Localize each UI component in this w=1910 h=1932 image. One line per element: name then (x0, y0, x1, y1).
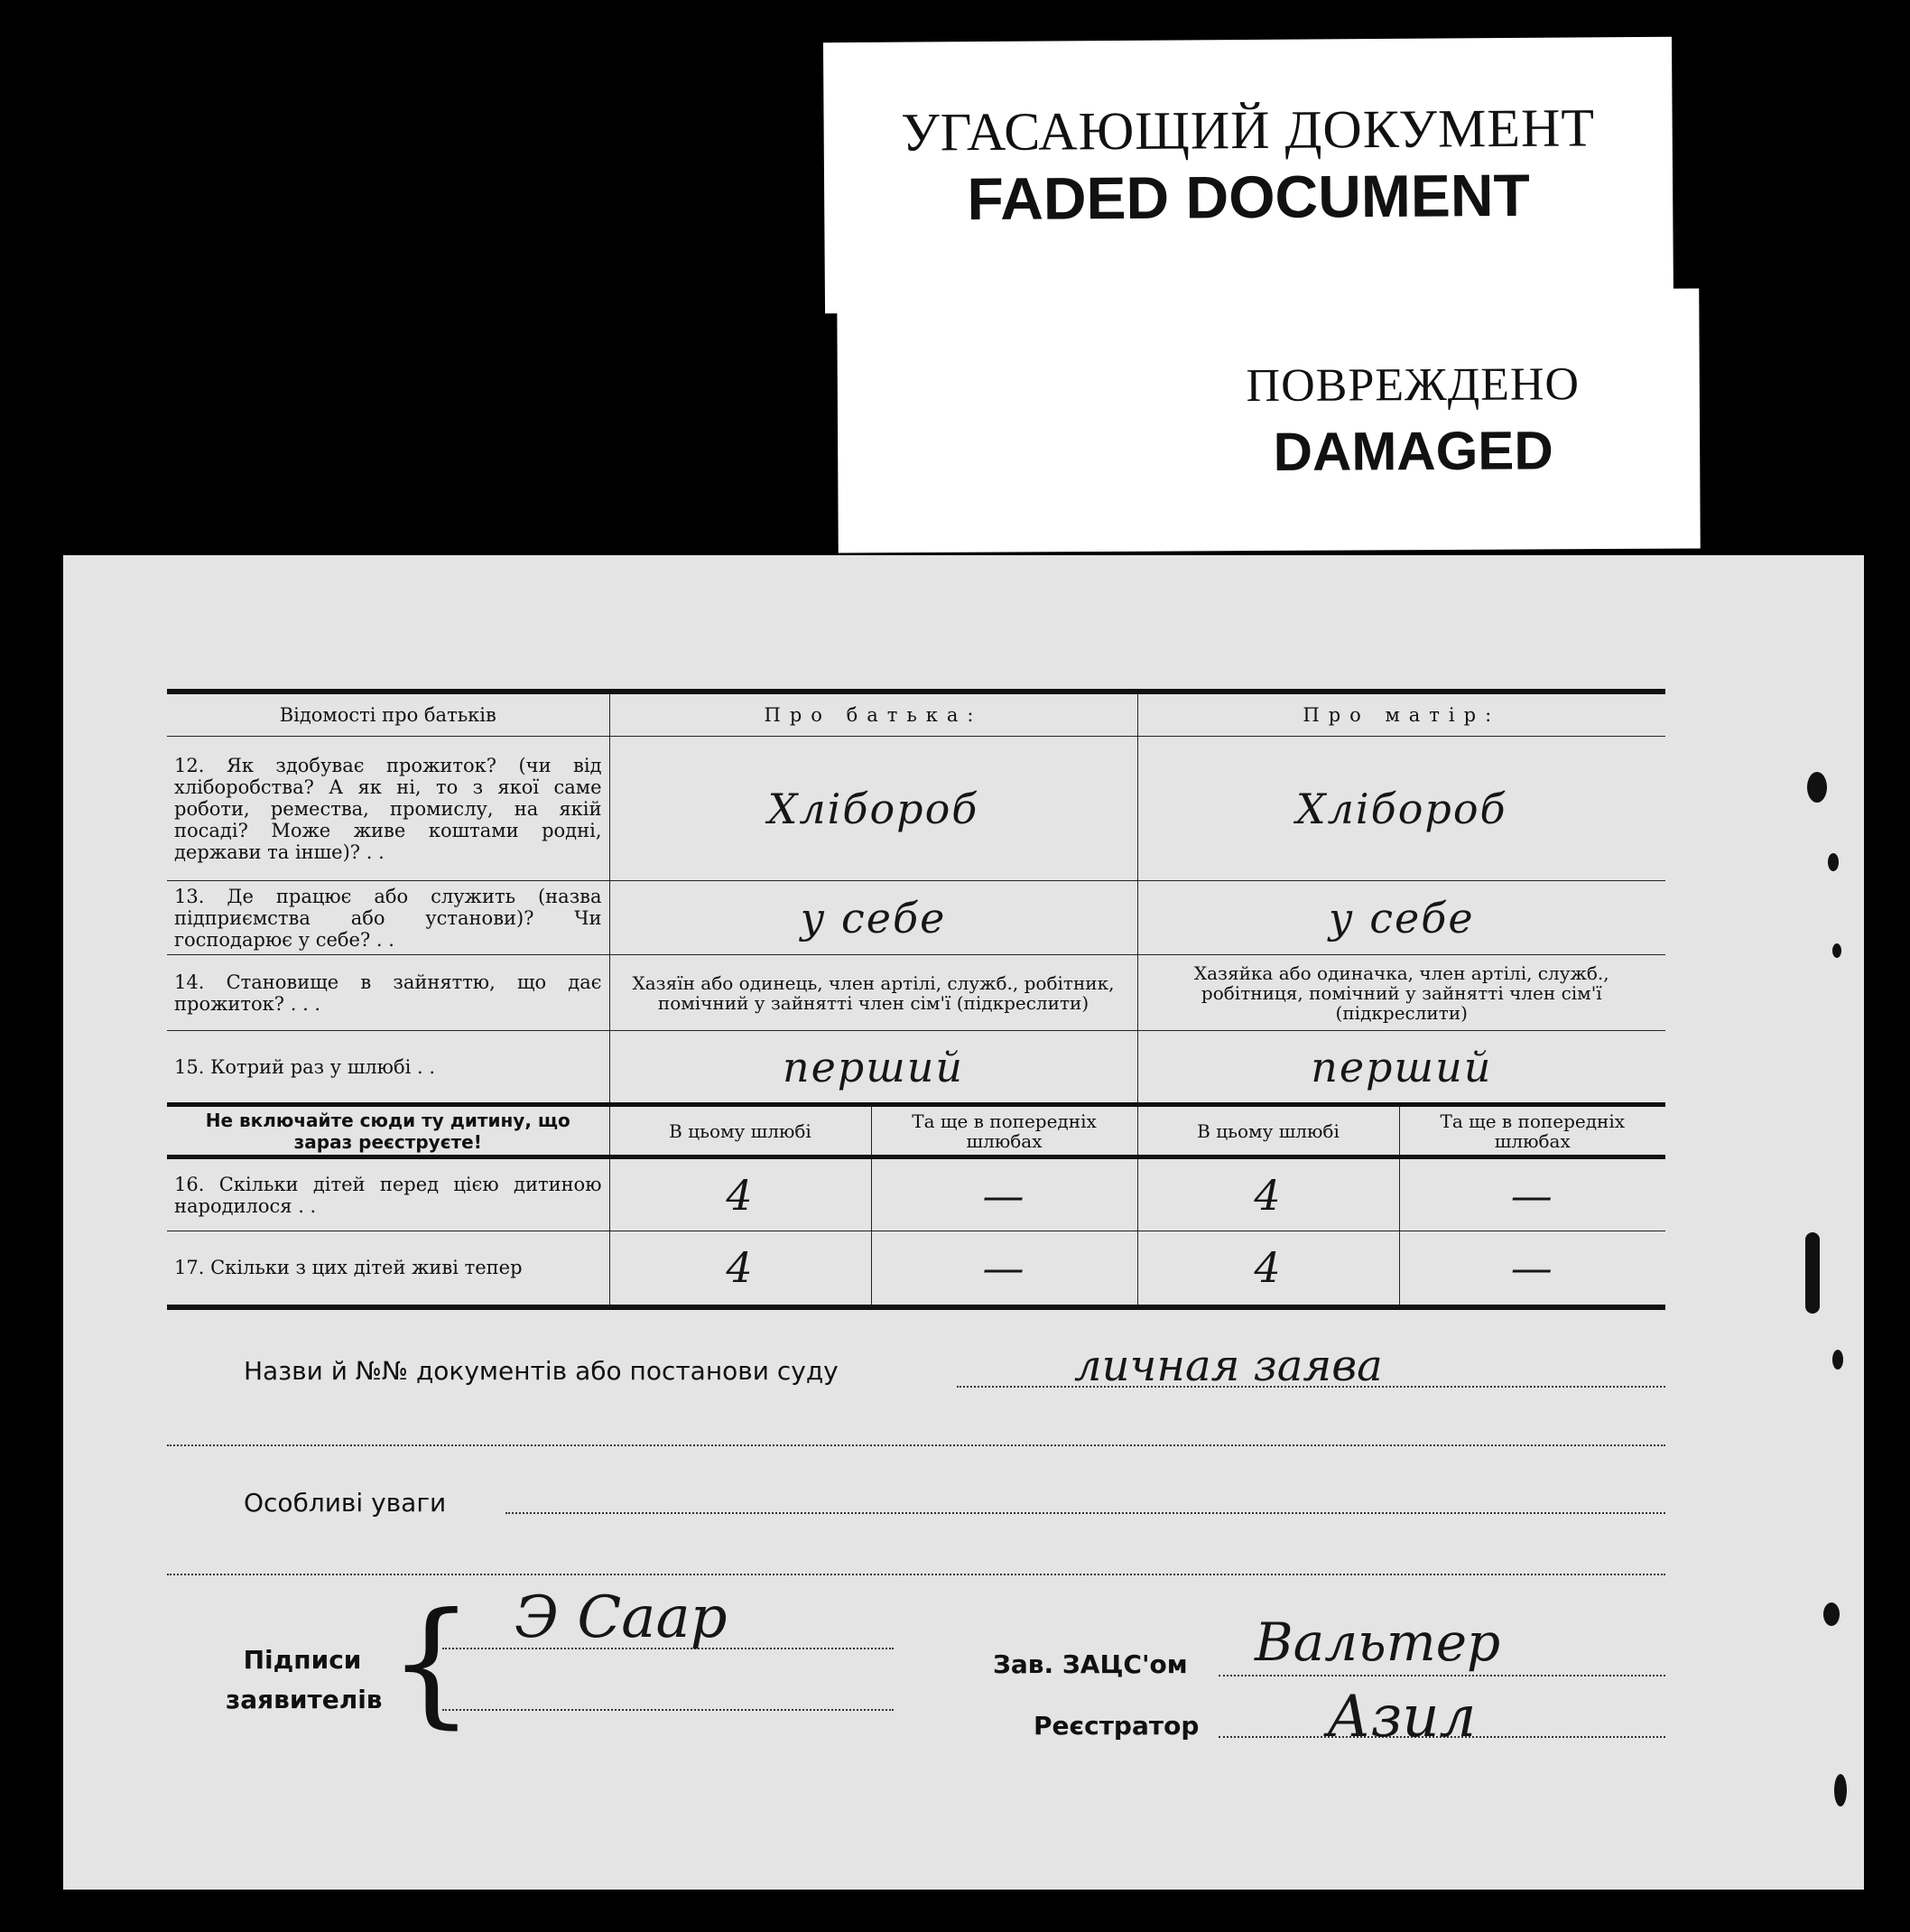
remarks-label: Особливі уваги (244, 1488, 447, 1518)
punch-hole (1832, 943, 1841, 958)
punch-hole (1805, 1232, 1820, 1314)
question-13: 13. Де працює або служить (назва підприємства або установи)? Чи господарює у себе? . . (167, 881, 609, 955)
faded-document-label (823, 37, 1674, 314)
punch-hole (1828, 853, 1839, 871)
header-about-father: Про батька: (609, 692, 1137, 737)
registrar-label: Реєстратор (1034, 1711, 1200, 1741)
damaged-label-en: DAMAGED (1273, 420, 1553, 482)
question-14: 14. Становище в зайняттю, що дає прожиток? . . . (167, 955, 609, 1031)
remarks-dotline (505, 1512, 1665, 1514)
q12-mother-answer: Хлібороб (1137, 737, 1665, 881)
header-about-mother: Про матір: (1137, 692, 1665, 737)
form-sheet (63, 555, 1864, 1890)
q16-father-prev: — (871, 1157, 1137, 1231)
sub-this-marriage-father: В цьому шлюбі (609, 1105, 871, 1157)
q13-father-answer: у себе (609, 881, 1137, 955)
q16-mother-this: 4 (1137, 1157, 1399, 1231)
q12-father-answer: Хлібороб (609, 737, 1137, 881)
punch-hole (1823, 1602, 1840, 1626)
q15-mother-answer: перший (1137, 1031, 1665, 1105)
punch-hole (1807, 772, 1827, 803)
head-signature: Вальтер (1255, 1612, 1501, 1673)
faded-label-en: FADED DOCUMENT (967, 161, 1531, 233)
signatures-brace: { (388, 1584, 475, 1742)
q17-father-prev: — (871, 1231, 1137, 1307)
parents-info-table (167, 689, 1665, 1310)
punch-hole (1834, 1774, 1847, 1807)
signature-line-2 (442, 1709, 894, 1711)
q14-mother-options: Хазяйка або одиначка, член артілі, служб., робітниця, помічний у зайнятті член сім'ї (підкреслити) (1137, 955, 1665, 1031)
punch-hole (1832, 1350, 1843, 1370)
documents-dotline-2 (167, 1444, 1665, 1446)
q13-mother-answer: у себе (1137, 881, 1665, 955)
q17-mother-prev: — (1399, 1231, 1665, 1307)
documents-value: личная заява (1074, 1341, 1383, 1391)
q14-father-options: Хазяїн або одинець, член артілі, служб., робітник, помічний у зайнятті член сім'ї (підкреслити) (609, 955, 1137, 1031)
documents-label: Назви й №№ документів або постанови суду (244, 1356, 839, 1386)
q16-mother-prev: — (1399, 1157, 1665, 1231)
sub-prev-marriages-mother: Та ще в попередніх шлюбах (1399, 1105, 1665, 1157)
applicant-signature: Э Саар (515, 1584, 728, 1651)
question-15: 15. Котрий раз у шлюбі . . (167, 1031, 609, 1105)
remarks-dotline-2 (167, 1574, 1665, 1575)
parents-info-form (167, 689, 1665, 1310)
sub-prev-marriages-father: Та ще в попередніх шлюбах (871, 1105, 1137, 1157)
registrar-signature: Азил (1327, 1684, 1477, 1751)
children-note: Не включайте сюди ту дитину, що зараз реєструєте! (167, 1105, 609, 1157)
q17-father-this: 4 (609, 1231, 871, 1307)
damaged-document-label (837, 289, 1700, 553)
question-17: 17. Скільки з цих дітей живі тепер (167, 1231, 609, 1307)
head-dotline (1219, 1675, 1665, 1677)
head-label: Зав. ЗАЦС'ом (993, 1649, 1188, 1679)
damaged-label-ru: ПОВРЕЖДЕНО (1246, 358, 1581, 413)
question-16: 16. Скільки дітей перед цією дитиною народилося . . (167, 1157, 609, 1231)
sub-this-marriage-mother: В цьому шлюбі (1137, 1105, 1399, 1157)
signatures-label: Підписи заявителів (226, 1645, 383, 1714)
header-parents-info: Відомості про батьків (167, 692, 609, 737)
q15-father-answer: перший (609, 1031, 1137, 1105)
faded-label-ru: УГАСАЮЩИЙ ДОКУМЕНТ (901, 98, 1596, 163)
q16-father-this: 4 (609, 1157, 871, 1231)
question-12: 12. Як здобуває прожиток? (чи від хліборобства? А як ні, то з якої саме роботи, ремества, промислу, на якій посаді? Може живе коштами родні, держави та інше)? . . (167, 737, 609, 881)
q17-mother-this: 4 (1137, 1231, 1399, 1307)
